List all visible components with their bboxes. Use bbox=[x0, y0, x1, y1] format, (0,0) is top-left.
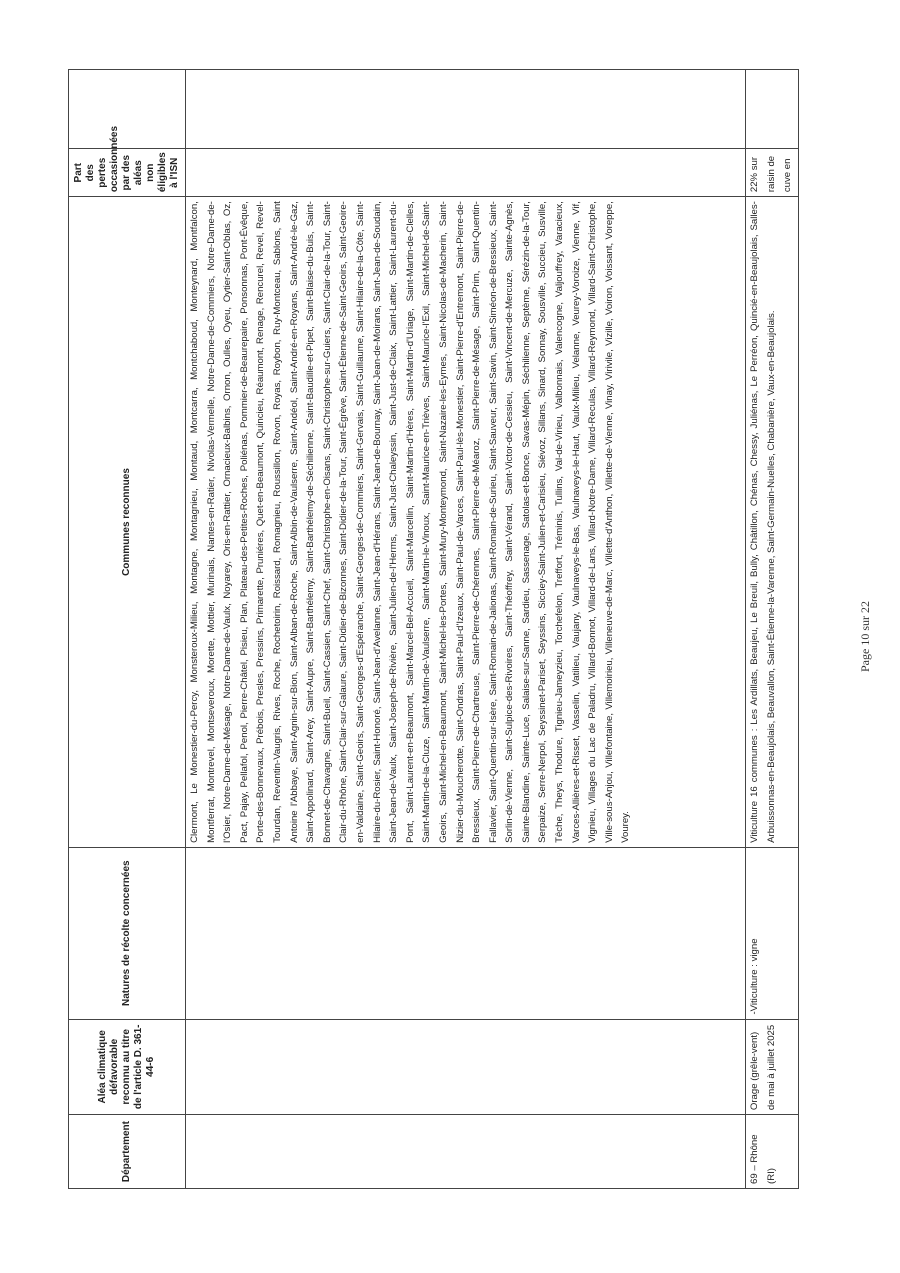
cell-part: 22% sur raisin de cuve en bbox=[746, 149, 799, 197]
cell-departement bbox=[186, 1115, 746, 1189]
header-empty bbox=[69, 70, 186, 149]
cell-departement: 69 – Rhône (RI) bbox=[746, 1115, 799, 1189]
cell-natures bbox=[186, 847, 746, 1019]
cell-communes: Viticulture 16 communes : Les Ardillats, Beaujeu, Le Breuil, Bully, Châtillon, Chénas, Chessy, Juliénas, Le Perréon, Quincié-en-Beaujolais, Salles-Arbuissonnas-en-Beaujolais, Beauvallon, Saint-Étienne-la-Varenne, Saint-Germain-Nuelles, Chabanière, Vaux-en-Beaujolais. bbox=[746, 197, 799, 848]
cell-extra bbox=[186, 70, 746, 149]
page-footer: Page 10 sur 22 bbox=[858, 601, 872, 672]
cell-communes: Clermont, Le Monestier-du-Percy, Monsteroux-Milieu, Montagne, Montagnieu, Montaud, Montcarra, Montchaboud, Monteynard, Montfalcon, Montferrat, Montrevel, Montseveroux, Morette, Mottier, Murinais, Nantes-en-Ratier, Nivolas-Vermelle, Notre-Dame-de-Commiers, Notre-Dame-de-l'Osier, Notre-Dame-de-Mésage, Notre-Dame-de-Vaulx, Noyarey, Oris-en-Rattier, Ornacieux-Balbins, Ornon, Oulles, Oyeu, Oytier-Saint-Oblas, Oz, Pact, Pajay, Pellafol, Penol, Pierre-Châtel, Pisieu, Plan, Plateau-des-Petites-Roches, Poliénas, Pommier-de-Beaurepaire, Ponsonnas, Pont-Évêque, Porte-des-Bonnevaux, Prébois, Presles, Pressins, Primarette, Pruniéres, Quet-en-Beaumont, Quincieu, Réaumont, Renage, Rencurel, Revel, Revel-Tourdan, Reventin-Vaugris, Rives, Roche, Rochetoirin, Roissard, Romagnieu, Roussillon, Rovon, Royas, Roybon, Ruy-Montceau, Sablons, Saint Antoine l'Abbaye, Saint-Agnin-sur-Bion, Saint-Alban-de-Roche, Saint-Albin-de-Vaulserre, Saint-Andéol, Saint-André-en-Royans, Saint-André-le-Gaz, Saint-Appolinard, Saint-Arey, Saint-Aupre, Saint-Barthélemy, Saint-Barthélemy-de-Séchilienne, Saint-Baudille-et-Pipet, Saint-Blaise-du-Buis, Saint-Bonnet-de-Chavagne, Saint-Bueil, Saint-Cassien, Saint-Chef, Saint-Christophe-en-Oisans, Saint-Christophe-sur-Guiers, Saint-Clair-de-la-Tour, Saint-Clair-du-Rhône, Saint-Clair-sur-Galaure, Saint-Didier-de-Bizonnes, Saint-Didier-de-la-Tour, Saint-Égrève, Saint-Étienne-de-Saint-Geoirs, Saint-Geoire-en-Valdaine, Saint-Geoirs, Saint-Georges-d'Espéranche, Saint-Georges-de-Commiers, Saint-Gervais, Saint-Guillaume, Saint-Hilaire-de-la-Côte, Saint-Hilaire-du-Rosier, Saint-Honoré, Saint-Jean-d'Avelanne, Saint-Jean-d'Hérans, Saint-Jean-de-Bournay, Saint-Jean-de-Moirans, Saint-Jean-de-Soudain, Saint-Jean-de-Vaulx, Saint-Joseph-de-Rivière, Saint-Julien-de-l'Herms, Saint-Just-Chaleyssin, Saint-Just-de-Claix, Saint-Lattier, Saint-Laurent-du-Pont, Saint-Laurent-en-Beaumont, Saint-Marcel-Bel-Accueil, Saint-Marcellin, Saint-Martin-d'Hères, Saint-Martin-d'Uriage, Saint-Martin-de-Clelles, Saint-Martin-de-la-Cluze, Saint-Martin-de-Vaulserre, Saint-Martin-le-Vinoux, Saint-Maurice-en-Trièves, Saint-Maurice-l'Exil, Saint-Michel-de-Saint-Geoirs, Saint-Michel-en-Beaumont, Saint-Michel-les-Portes, Saint-Mury-Monteymond, Saint-Nazaire-les-Eymes, Saint-Nicolas-de-Macherin, Saint-Nizier-du-Moucherotte, Saint-Ondras, Saint-Paul-d'Izeaux, Saint-Paul-de-Varces, Saint-Paul-lès-Monestier, Saint-Pierre-d'Entremont, Saint-Pierre-de-Bressieux, Saint-Pierre-de-Chartreuse, Saint-Pierre-de-Chérennes, Saint-Pierre-de-Méaroz, Saint-Pierre-de-Mésage, Saint-Prim, Saint-Quentin-Fallavier, Saint-Quentin-sur-Isère, Saint-Romain-de-Jalionas, Saint-Romain-de-Surieu, Saint-Sauveur, Saint-Savin, Saint-Siméon-de-Bressieux, Saint-Sorlin-de-Vienne, Saint-Sulpice-des-Rivoires, Saint-Théoffrey, Saint-Vérand, Saint-Victor-de-Cessieu, Saint-Vincent-de-Mercuze, Sainte-Agnès, Sainte-Blandine, Sainte-Luce, Salaise-sur-Sanne, Sardieu, Sassenage, Satolas-et-Bonce, Savas-Mépin, Séchilienne, Septème, Sérézin-de-la-Tour, Serpaize, Serre-Nerpol, Seyssinet-Pariset, Seyssins, Sicciey-Saint-Julien-et-Carisieu, Siévoz, Sillans, Sinard, Sonnay, Sousville, Succieu, Susville, Têche, Theys, Thodure, Tignieu-Jameyzieu, Torchefelon, Treffort, Tréminis, Tullins, Val-de-Virieu, Valbonnais, Valencogne, Valjouffrey, Varacieux, Varces-Allières-et-Risset, Vasselin, Vatilieu, Vaujany, Vaulnaveys-le-Bas, Vaulnaveys-le-Haut, Vaulx-Milieu, Velanne, Veurey-Voroize, Vienne, Vif, Vignieu, Villages du Lac de Paladru, Villard-Bonnot, Villard-de-Lans, Villard-Notre-Dame, Villard-Reculas, Villard-Reymond, Villard-Saint-Christophe, Ville-sous-Anjou, Villefontaine, Villemoirieu, Villeneuve-de-Marc, Villette-d'Anthon, Villette-de-Vienne, Vinay, Virivile, Vizille, Voiron, Voissant, Voreppe, Vourey. bbox=[186, 197, 746, 848]
header-natures: Natures de récolte concernées bbox=[69, 847, 186, 1019]
communes-table bbox=[68, 69, 799, 1189]
cell-alea bbox=[186, 1019, 746, 1115]
header-row bbox=[69, 70, 186, 1189]
cell-alea: Orage (grêle-vent) de mai à juillet 2025 bbox=[746, 1019, 799, 1115]
cell-natures: -Viticulture : vigne bbox=[746, 847, 799, 1019]
table-row bbox=[186, 70, 746, 1189]
header-alea: Aléa climatique défavorable reconnu au titre de l'article D. 361-44-6 bbox=[69, 1019, 186, 1115]
header-departement: Département bbox=[69, 1115, 186, 1189]
cell-part bbox=[186, 149, 746, 197]
header-communes: Communes reconnues bbox=[69, 197, 186, 848]
table-row bbox=[746, 70, 799, 1189]
cell-extra bbox=[746, 70, 799, 149]
header-part: Part des pertes occasionnées par des aléas non éligibles à l'ISN bbox=[69, 149, 186, 197]
